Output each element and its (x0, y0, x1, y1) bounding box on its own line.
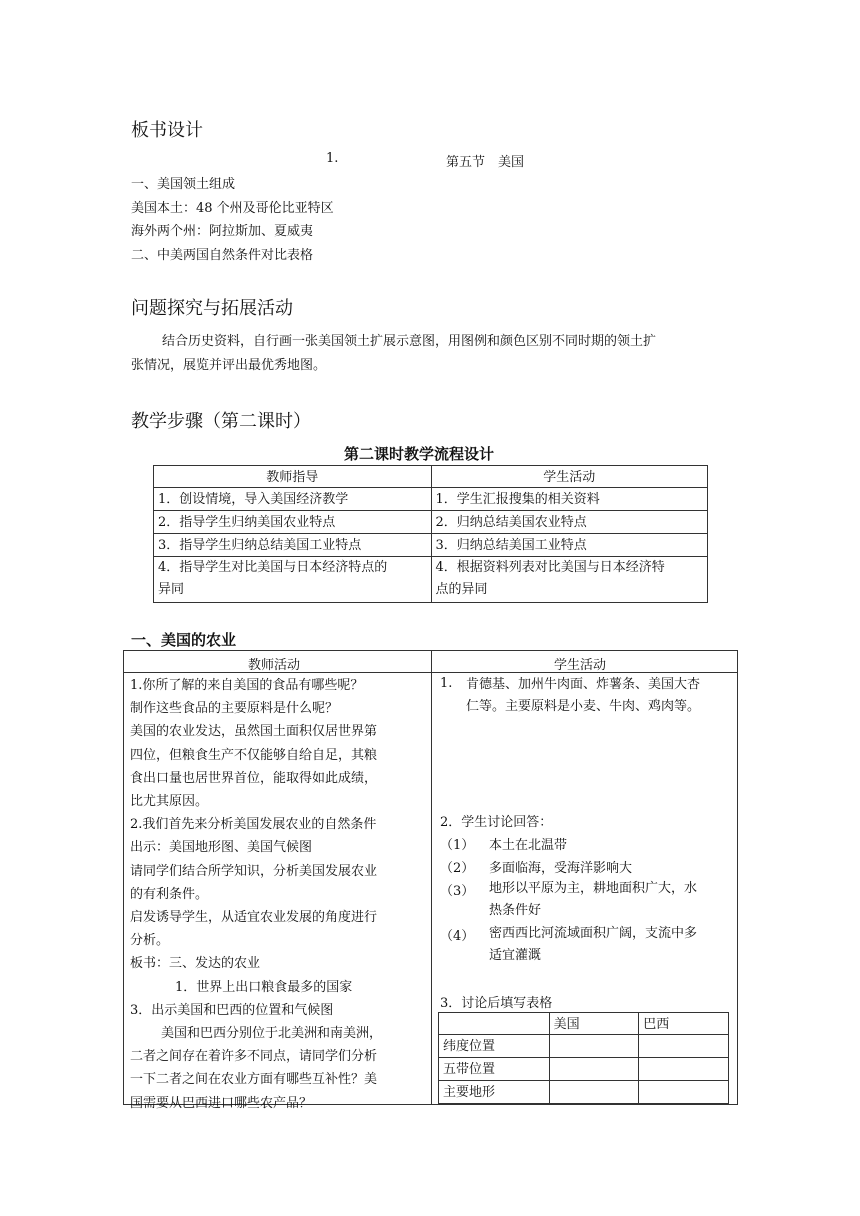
steps-header-student: 学生活动 (431, 466, 708, 488)
board-line: 海外两个州：阿拉斯加、夏威夷 (131, 224, 314, 239)
board-line: 二、中美两国自然条件对比表格 (131, 247, 314, 263)
teacher-line: 四位，但粮食生产不仅能够自给自足，其粮 (130, 747, 378, 763)
teacher-line: 1.你所了解的来自美国的食品有哪些呢？ (130, 678, 364, 693)
teacher-line: 启发诱导学生，从适宜农业发展的角度进行 (130, 910, 378, 926)
student-line: 仁等。主要原料是小麦、牛肉、鸡肉等。 (466, 699, 701, 714)
agri-header-student: 学生活动 (554, 658, 607, 673)
teacher-line: 食出口量也居世界首位，能取得如此成绩， (130, 770, 378, 786)
teacher-line: 制作这些食品的主要原料是什么呢？ (130, 701, 339, 717)
steps-cell-line: 4．指导学生对比美国与日本经济特点的 (158, 560, 388, 575)
compare-row-label: 五带位置 (439, 1058, 550, 1081)
student-3-label: 3．讨论后填写表格 (440, 996, 553, 1011)
steps-cell-line: 点的异同 (435, 582, 488, 597)
student-item-text (489, 923, 697, 967)
board-line: 美国本土：48 个州及哥伦比亚特区 (131, 200, 334, 216)
student-1-number: 1. (440, 676, 453, 691)
teacher-line: 的有利条件。 (130, 886, 209, 902)
student-2-label: 2．学生讨论回答： (440, 815, 553, 830)
teacher-line: 国需要从巴西进口哪些农产品？ (130, 1095, 313, 1111)
steps-cell (431, 557, 708, 603)
teacher-line: 比尤其原因。 (130, 794, 209, 810)
compare-header-brazil: 巴西 (639, 1013, 729, 1035)
teacher-line: 请同学们结合所学知识，分析美国发展农业 (130, 863, 378, 879)
teacher-line: 板书：三、发达的农业 (130, 956, 261, 972)
board-number: 1. (326, 151, 339, 166)
teacher-line: 美国和巴西分别位于北美洲和南美洲， (161, 1026, 383, 1042)
compare-header (439, 1013, 550, 1035)
board-heading: 板书设计 (131, 120, 203, 141)
compare-cell (549, 1035, 639, 1058)
explore-line: 张情况，展览并评出最优秀地图。 (131, 357, 327, 373)
steps-table (153, 465, 708, 603)
compare-table (438, 1012, 729, 1104)
student-item-text: 多面临海，受海洋影响大 (489, 861, 633, 876)
teacher-line: 出示：美国地形图、美国气候图 (130, 840, 313, 856)
compare-cell (639, 1081, 729, 1104)
student-1-text (466, 674, 700, 718)
student-line: 热条件好 (489, 903, 542, 918)
student-line: 地形以平原为主，耕地面积广大，水 (489, 881, 698, 896)
student-item-num: （4） (440, 929, 475, 944)
steps-cell: 3．归纳总结美国工业特点 (431, 534, 708, 557)
compare-cell (549, 1081, 639, 1104)
steps-cell-line: 4．根据资料列表对比美国与日本经济特 (435, 560, 665, 575)
steps-header-teacher: 教师指导 (154, 466, 432, 488)
board-section-title: 第五节 美国 (446, 155, 525, 170)
compare-cell (639, 1035, 729, 1058)
agri-heading: 一、美国的农业 (131, 631, 237, 649)
student-item-num: （3） (440, 884, 475, 899)
student-item-text (489, 878, 697, 922)
steps-cell: 2．指导学生归纳美国农业特点 (154, 511, 432, 534)
steps-heading: 教学步骤（第二课时） (131, 411, 311, 432)
teacher-line: 2.我们首先来分析美国发展农业的自然条件 (130, 817, 377, 833)
student-line: 适宜灌溉 (489, 948, 542, 963)
explore-line: 结合历史资料，自行画一张美国领土扩展示意图，用图例和颜色区别不同时期的领土扩 (162, 334, 657, 349)
board-line: 一、美国领土组成 (131, 177, 236, 192)
steps-cell: 1．创设情境，导入美国经济教学 (154, 488, 432, 511)
compare-row-label: 主要地形 (439, 1081, 550, 1104)
teacher-line: 二者之间存在着许多不同点，请同学们分析 (130, 1049, 378, 1065)
steps-cell-line: 异同 (158, 582, 185, 597)
steps-cell: 1．学生汇报搜集的相关资料 (431, 488, 708, 511)
student-item-text: 本土在北温带 (489, 838, 568, 853)
teacher-line: 美国的农业发达，虽然国土面积仅居世界第 (130, 724, 378, 740)
steps-cell: 3．指导学生归纳总结美国工业特点 (154, 534, 432, 557)
steps-cell: 2．归纳总结美国农业特点 (431, 511, 708, 534)
explore-heading: 问题探究与拓展活动 (131, 298, 293, 319)
compare-row-label: 纬度位置 (439, 1035, 550, 1058)
compare-header-usa: 美国 (549, 1013, 639, 1035)
explore-paragraph (131, 330, 656, 377)
agri-header-teacher: 教师活动 (248, 658, 301, 673)
agri-teacher-content (130, 674, 382, 1115)
teacher-line: 1．世界上出口粮食最多的国家 (175, 979, 353, 995)
student-item-num: （2） (440, 861, 475, 876)
compare-cell (549, 1058, 639, 1081)
teacher-line: 3．出示美国和巴西的位置和气候图 (130, 1002, 334, 1018)
steps-cell (154, 557, 432, 603)
student-line: 肯德基、加州牛肉面、炸薯条、美国大杏 (466, 677, 701, 692)
student-line: 密西西比河流域面积广阔，支流中多 (489, 926, 698, 941)
steps-table-title: 第二课时教学流程设计 (344, 445, 495, 463)
teacher-line: 分析。 (130, 933, 170, 949)
compare-cell (639, 1058, 729, 1081)
student-item-num: （1） (440, 838, 475, 853)
teacher-line: 一下二者之间在农业方面有哪些互补性？美 (130, 1072, 378, 1088)
board-lines (131, 173, 334, 267)
